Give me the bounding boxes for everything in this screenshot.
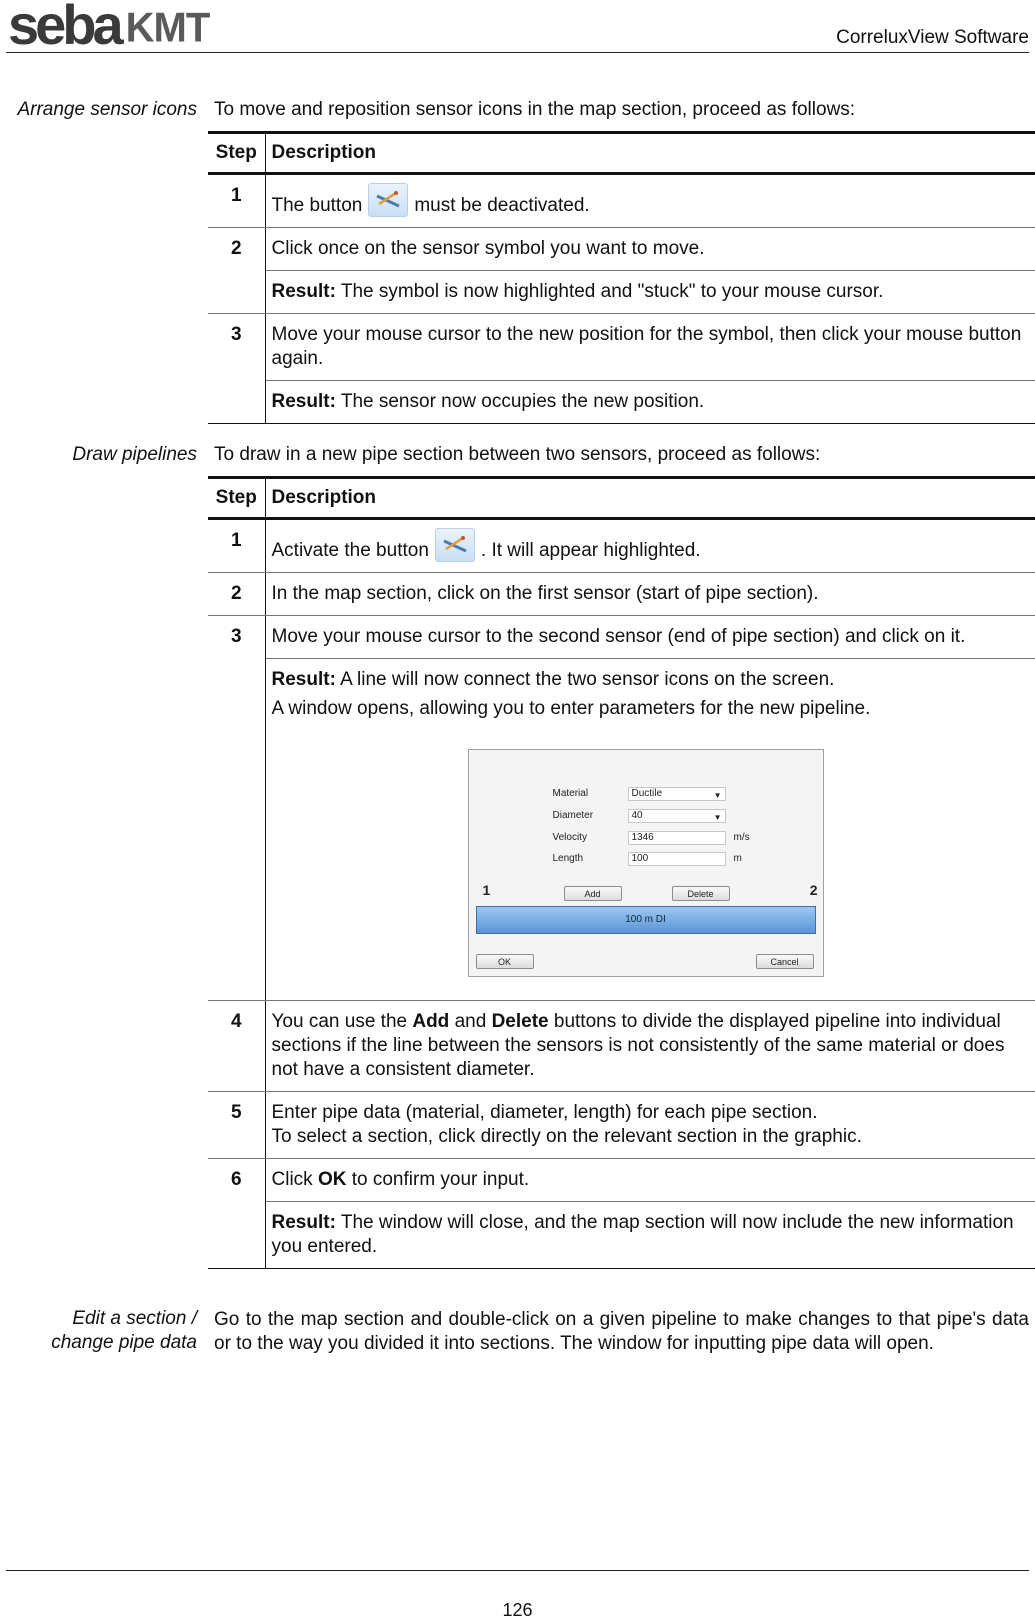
dialog-length-label: Length bbox=[552, 853, 584, 864]
dialog-material-value: Ductile bbox=[631, 788, 663, 799]
step-text: Click bbox=[271, 1169, 318, 1190]
dialog-length-unit: m bbox=[733, 853, 742, 864]
dialog-velocity-value: 1346 bbox=[631, 832, 654, 843]
section-label-edit-line1: Edit a section / bbox=[72, 1308, 197, 1329]
dialog-add-button: Add bbox=[564, 886, 622, 901]
step-description bbox=[265, 174, 1035, 228]
dialog-pipe-section-bar: 100 m DI bbox=[476, 906, 816, 934]
footer-rule bbox=[6, 1570, 1029, 1571]
step-text: Enter pipe data (material, diameter, length) for each pipe section. bbox=[271, 1102, 818, 1123]
step-text: must be deactivated. bbox=[414, 195, 590, 217]
pipe-data-dialog-screenshot bbox=[468, 749, 824, 977]
step-result bbox=[265, 381, 1035, 424]
table-row bbox=[208, 381, 1035, 424]
dialog-velocity-input bbox=[628, 831, 726, 845]
table-row bbox=[208, 314, 1035, 381]
section-text-edit: Go to the map section and double-click on a given pipeline to make changes to that pipe's data or to the way you divided it into sections. The window for inputting pipe data will open. bbox=[214, 1309, 1029, 1354]
table-row bbox=[208, 659, 1035, 1001]
step-description bbox=[265, 1001, 1035, 1092]
table-row bbox=[208, 1159, 1035, 1202]
step-description bbox=[265, 1092, 1035, 1159]
dialog-length-input bbox=[628, 852, 726, 866]
section-intro-draw: To draw in a new pipe section between two sensors, proceed as follows: bbox=[214, 444, 821, 465]
col-header-description: Description bbox=[265, 133, 1035, 174]
table-row bbox=[208, 573, 1035, 616]
step-text: buttons to divide the displayed pipeline into individual sections if the line between the sensors is not consistently of the same material or does not have a consistent diameter. bbox=[271, 1011, 1005, 1080]
table-row bbox=[208, 174, 1035, 228]
dialog-diameter-value: 40 bbox=[631, 810, 643, 821]
col-header-step: Step bbox=[208, 478, 265, 519]
table-row bbox=[208, 228, 1035, 271]
section-label-edit bbox=[0, 1307, 197, 1355]
step-text: . It will appear highlighted. bbox=[480, 540, 701, 562]
step-description: Move your mouse cursor to the second sensor (end of pipe section) and click on it. bbox=[265, 616, 1035, 659]
step-text: Activate the button bbox=[271, 540, 429, 562]
section-label-arrange: Arrange sensor icons bbox=[17, 99, 197, 120]
result-text: The window will close, and the map section will now include the new information you entered. bbox=[271, 1212, 1014, 1257]
step-text: to confirm your input. bbox=[346, 1169, 530, 1190]
step-number: 4 bbox=[208, 1001, 265, 1092]
dropdown-arrow-icon: ▼ bbox=[713, 813, 722, 822]
section-label-draw: Draw pipelines bbox=[72, 444, 197, 465]
step-description: In the map section, click on the first sensor (start of pipe section). bbox=[265, 573, 1035, 616]
step-text: To select a section, click directly on the relevant section in the graphic. bbox=[271, 1126, 862, 1147]
result-text: A line will now connect the two sensor icons on the screen. bbox=[340, 669, 835, 690]
step-text: and bbox=[449, 1011, 492, 1032]
page-number: 126 bbox=[502, 1600, 533, 1620]
dialog-length-value: 100 bbox=[631, 853, 649, 864]
step-number: 2 bbox=[208, 228, 265, 314]
result-extra-text: A window opens, allowing you to enter parameters for the new pipeline. bbox=[271, 698, 871, 719]
table-row bbox=[208, 519, 1035, 573]
dialog-material-select bbox=[628, 787, 726, 801]
steps-table-arrange bbox=[208, 131, 1035, 424]
dialog-diameter-select bbox=[628, 809, 726, 823]
dialog-diameter-row bbox=[553, 808, 726, 824]
step-number: 3 bbox=[208, 616, 265, 1001]
step-description bbox=[265, 1159, 1035, 1202]
table-row bbox=[208, 271, 1035, 314]
col-header-description: Description bbox=[265, 478, 1035, 519]
ok-keyword: OK bbox=[317, 1169, 347, 1190]
dialog-velocity-unit: m/s bbox=[733, 832, 750, 843]
add-keyword: Add bbox=[412, 1011, 450, 1032]
dialog-material-row bbox=[553, 786, 726, 802]
dialog-delete-button: Delete bbox=[672, 886, 730, 901]
table-row bbox=[208, 1202, 1035, 1269]
section-intro-arrange: To move and reposition sensor icons in the map section, proceed as follows: bbox=[214, 99, 856, 120]
dialog-length-row bbox=[553, 851, 742, 867]
step-description: Click once on the sensor symbol you want to move. bbox=[265, 228, 1035, 271]
step-text: The button bbox=[271, 195, 363, 217]
draw-pipeline-tool-icon bbox=[368, 183, 408, 217]
table-header-row bbox=[208, 133, 1035, 174]
steps-table-draw bbox=[208, 476, 1035, 1269]
dialog-material-label: Material bbox=[552, 788, 589, 799]
dialog-cancel-button: Cancel bbox=[756, 954, 814, 969]
table-row bbox=[208, 1001, 1035, 1092]
result-text: The sensor now occupies the new position. bbox=[340, 391, 705, 412]
product-name: CorreluxView Software bbox=[836, 27, 1029, 48]
step-number: 2 bbox=[208, 573, 265, 616]
step-number: 5 bbox=[208, 1092, 265, 1159]
result-label: Result: bbox=[271, 391, 336, 412]
step-number: 3 bbox=[208, 314, 265, 424]
logo-kmt-text: KMT bbox=[125, 4, 210, 52]
step-text: You can use the bbox=[271, 1011, 413, 1032]
table-header-row bbox=[208, 478, 1035, 519]
dialog-sensor-1-number: 1 bbox=[482, 882, 491, 898]
step-number: 1 bbox=[208, 174, 265, 228]
result-label: Result: bbox=[271, 281, 336, 302]
table-row bbox=[208, 1092, 1035, 1159]
dialog-diameter-label: Diameter bbox=[552, 810, 594, 821]
result-label: Result: bbox=[271, 669, 336, 690]
sebakmt-logo bbox=[8, 0, 210, 56]
logo-seba-text: seba bbox=[8, 0, 120, 56]
step-description bbox=[265, 519, 1035, 573]
step-description: Move your mouse cursor to the new position for the symbol, then click your mouse button again. bbox=[265, 314, 1035, 381]
dialog-ok-button: OK bbox=[476, 954, 534, 969]
result-label: Result: bbox=[271, 1212, 336, 1233]
draw-pipeline-tool-icon bbox=[435, 528, 475, 562]
dialog-velocity-label: Velocity bbox=[552, 832, 587, 843]
dialog-sensor-2-number: 2 bbox=[809, 882, 818, 898]
step-number: 1 bbox=[208, 519, 265, 573]
section-label-edit-line2: change pipe data bbox=[51, 1332, 197, 1353]
dropdown-arrow-icon: ▼ bbox=[713, 791, 722, 800]
step-result bbox=[265, 271, 1035, 314]
step-result bbox=[265, 1202, 1035, 1269]
delete-keyword: Delete bbox=[491, 1011, 549, 1032]
step-number: 6 bbox=[208, 1159, 265, 1269]
table-row bbox=[208, 616, 1035, 659]
dialog-velocity-row bbox=[553, 830, 750, 846]
col-header-step: Step bbox=[208, 133, 265, 174]
step-result bbox=[265, 659, 1035, 1001]
result-text: The symbol is now highlighted and "stuck" to your mouse cursor. bbox=[340, 281, 884, 302]
page-header bbox=[6, 0, 1029, 56]
